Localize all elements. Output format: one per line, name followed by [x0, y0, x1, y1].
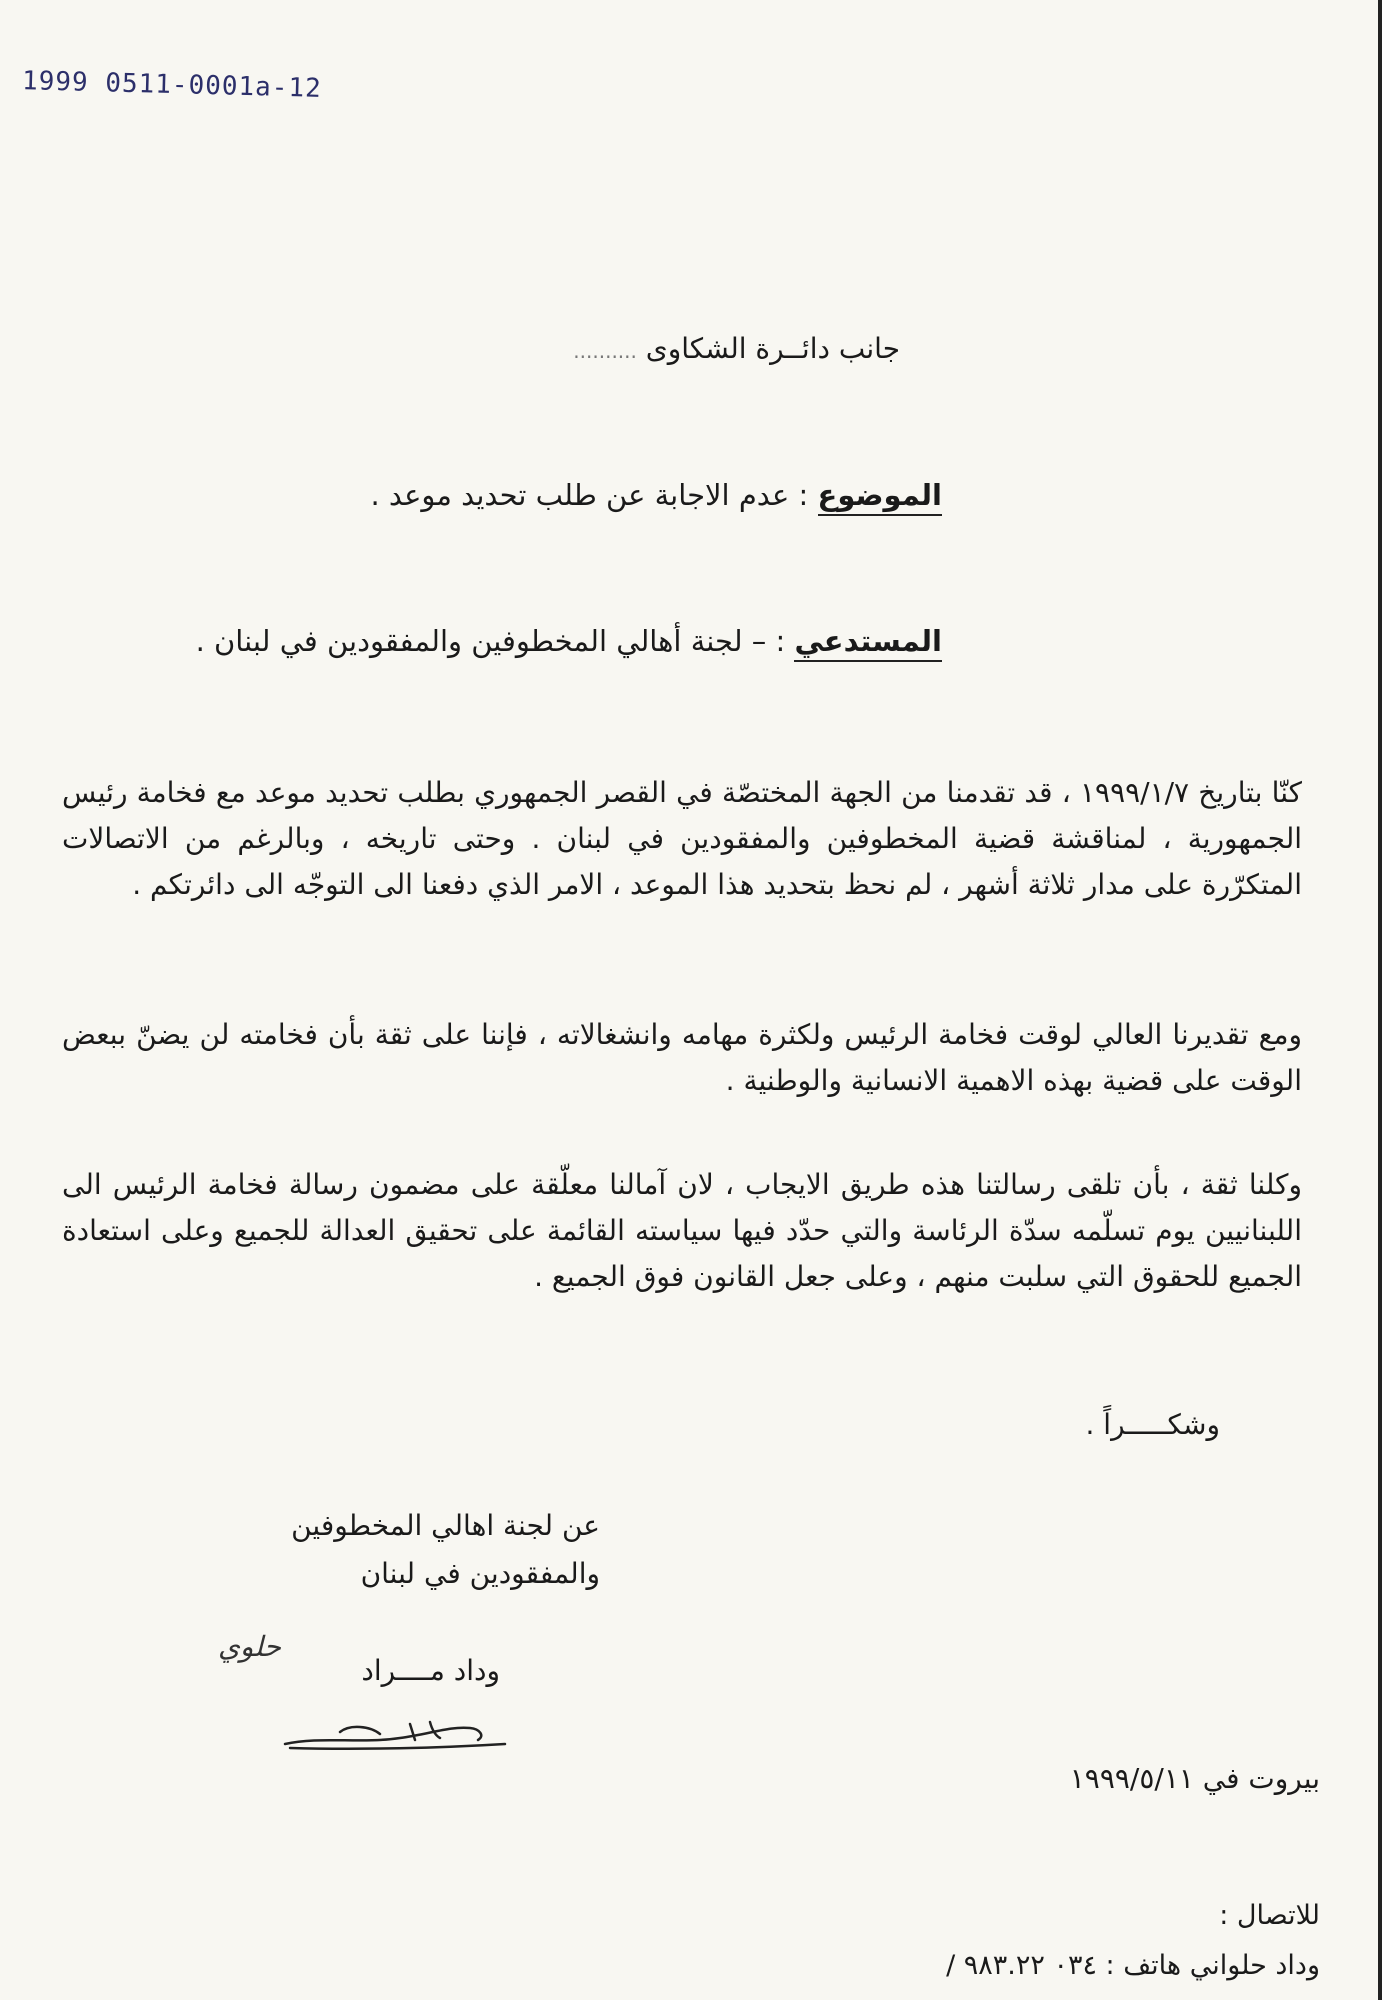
date: بيروت في ١٩٩٩/٥/١١: [1069, 1762, 1320, 1795]
paragraph-2: ومع تقديرنا العالي لوقت فخامة الرئيس ولكثرة مهامه وانشغالاته ، فإننا على ثقة بأن فخامته لن يضنّ ببعض الوقت على قضية بهذه الاهمية الانسانية والوطنية .: [62, 1018, 1302, 1097]
committee-line-2: والمفقودين في لبنان: [360, 1557, 600, 1590]
plaintiff-label: المستدعي: [794, 624, 942, 662]
paragraph-1: كنّا بتاريخ ١٩٩٩/١/٧ ، قد تقدمنا من الجهة المختصّة في القصر الجمهوري بطلب تحديد موعد مع فخامة رئيس الجمهورية ، لمناقشة قضية المخطوفين والمفقودين في لبنان . وحتى تاريخه ، وبالرغم من الاتصالات المتكرّرة على مدار ثلاثة أشهر ، لم نحظ بتحديد هذا الموعد ، الامر الذي دفعنا الى التوجّه الى دائرتكم .: [62, 776, 1302, 901]
handwritten-name: حلوي: [218, 1630, 281, 1663]
addressee: [560, 332, 900, 365]
paragraph-3: وكلنا ثقة ، بأن تلقى رسالتنا هذه طريق الايجاب ، لان آمالنا معلّقة على مضمون رسالة فخامة الرئيس الى اللبنانيين يوم تسلّمه سدّة الرئاسة والتي حدّد فيها سياسته القائمة على تحقيق العدالة للجميع وعلى استعادة الجميع للحقوق التي سلبت منهم ، وعلى جعل القانون فوق الجميع .: [62, 1168, 1302, 1293]
signature-block: [200, 1502, 600, 1598]
signer-name: وداد مــــراد: [361, 1654, 500, 1687]
addressee-text: جانب دائــرة الشكاوى: [645, 332, 900, 365]
scan-edge: [1378, 0, 1382, 2000]
archive-id: 1999 0511-0001a-12: [21, 66, 323, 104]
contact-label: للاتصال :: [1219, 1900, 1320, 1931]
subject-text: : عدم الاجابة عن طلب تحديد موعد .: [370, 478, 809, 512]
subject-row: [62, 478, 942, 512]
plaintiff-text: : – لجنة أهالي المخطوفين والمفقودين في لبنان .: [195, 624, 786, 658]
committee-line-1: عن لجنة اهالي المخطوفين: [291, 1509, 600, 1542]
contact-line: وداد حلواني هاتف : ٠٣٤ ٩٨٣.٢٢ /: [946, 1950, 1320, 1981]
subject-label: الموضوع: [818, 478, 942, 516]
plaintiff-row: [42, 624, 942, 658]
thanks: وشكـــــراً .: [1085, 1408, 1220, 1441]
addressee-dots: ..........: [573, 339, 637, 363]
signature-scribble: [280, 1714, 510, 1754]
